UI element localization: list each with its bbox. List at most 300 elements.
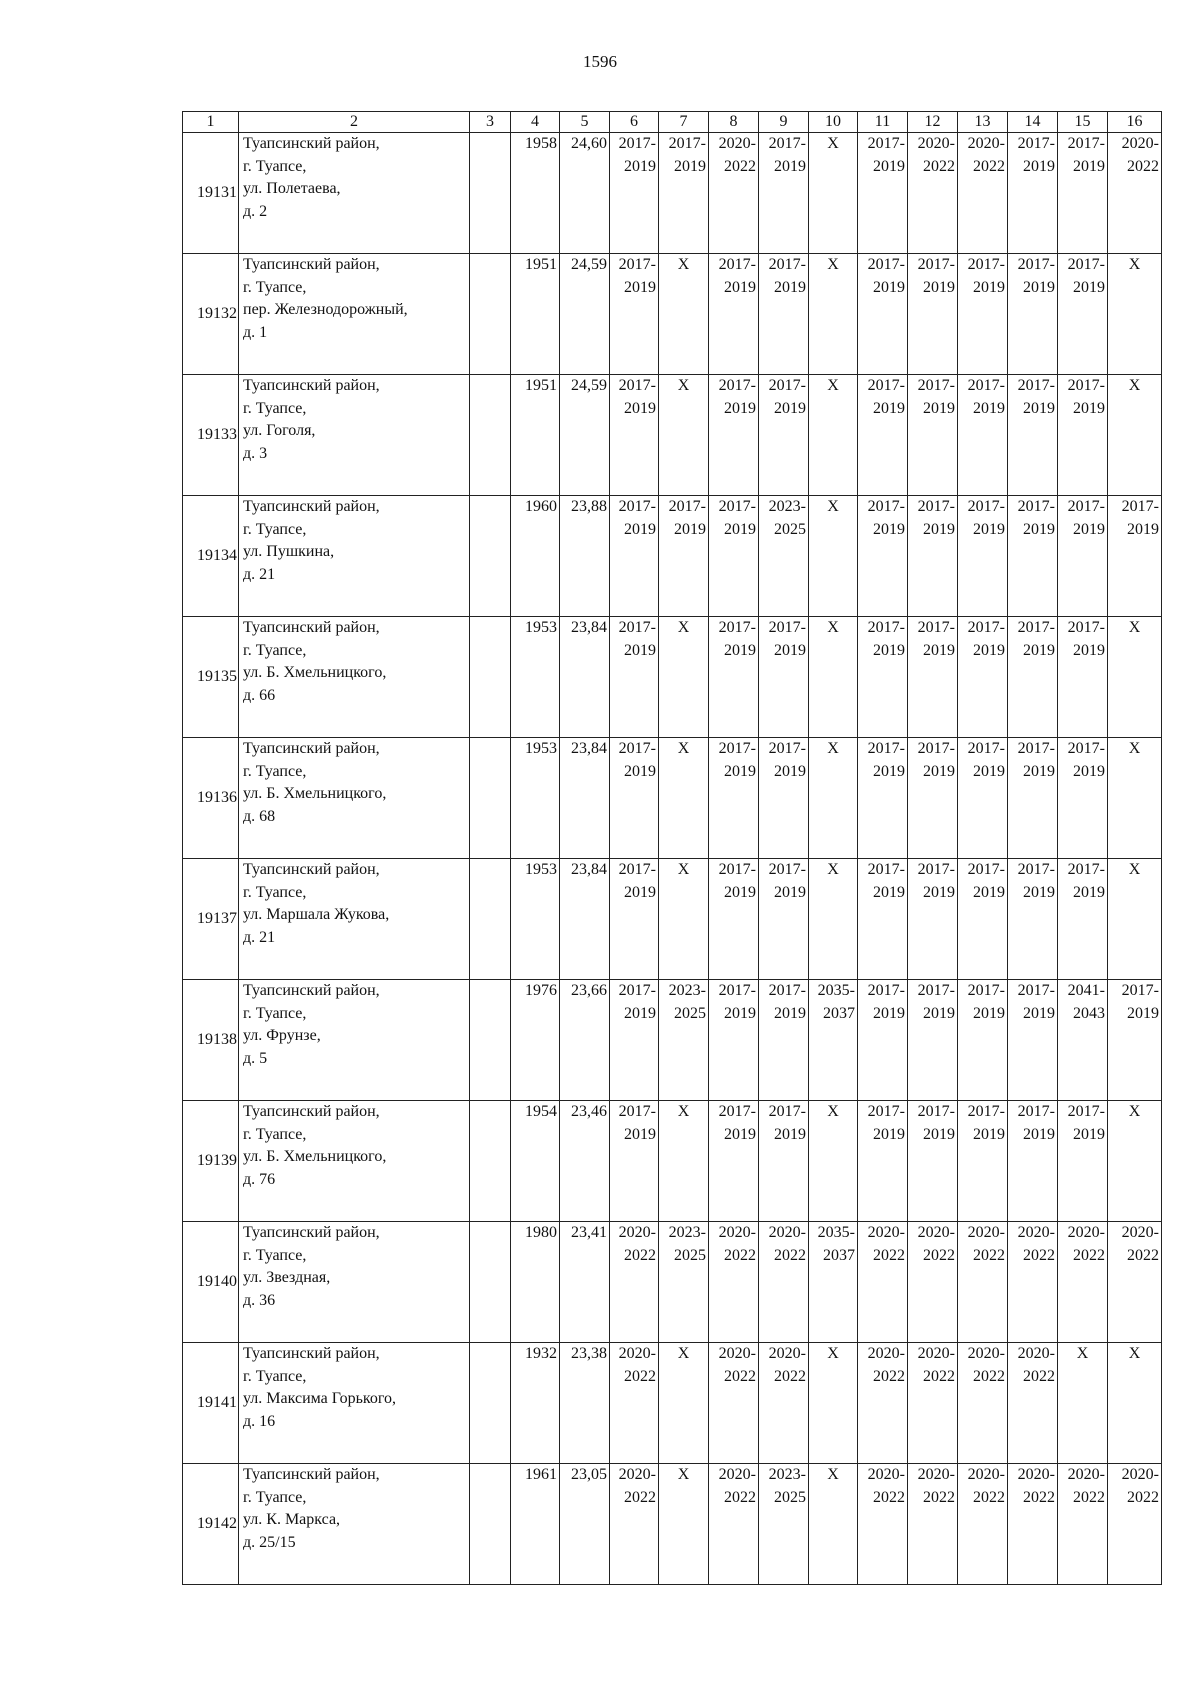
period-cell (709, 1464, 759, 1585)
period-end: 2025 (674, 1246, 706, 1264)
period-start: 2017- (768, 1103, 806, 1120)
period-start: 2017- (867, 256, 905, 273)
period-cell (1058, 859, 1108, 980)
column-3-cell (470, 617, 511, 738)
period-end: 2019 (1023, 641, 1055, 659)
period-start: 2017- (618, 377, 656, 394)
address-line: г. Туапсе, (243, 520, 307, 538)
address-line: г. Туапсе, (243, 883, 307, 901)
address-line: Туапсинский район, (243, 498, 380, 515)
period-start: 2020- (618, 1345, 656, 1362)
period-cell (908, 980, 958, 1101)
period-start: 2017- (1017, 498, 1055, 515)
period-start: 2017- (768, 740, 806, 757)
period-cell (759, 496, 809, 617)
period-end: 2022 (923, 157, 955, 175)
period-end: 2019 (674, 157, 706, 175)
period-end: 2022 (724, 1367, 756, 1385)
period-start: 2017- (1067, 135, 1105, 152)
period-end: 2022 (1127, 157, 1159, 175)
address-line: д. 76 (243, 1170, 276, 1188)
year-cell: 1980 (511, 1222, 560, 1343)
period-cell (610, 375, 659, 496)
row-number: 19137 (183, 859, 239, 980)
period-cell (858, 1222, 908, 1343)
address-line: Туапсинский район, (243, 256, 380, 273)
period-cell (1058, 133, 1108, 254)
period-end: 2043 (1073, 1004, 1105, 1022)
not-applicable-cell: X (1108, 254, 1162, 375)
value-cell: 23,84 (560, 617, 610, 738)
period-start: 2017- (1067, 256, 1105, 273)
address-line: пер. Железнодорожный, (243, 301, 408, 318)
address-line: г. Туапсе, (243, 399, 307, 417)
not-applicable-cell: X (1058, 1343, 1108, 1464)
period-end: 2019 (1023, 520, 1055, 538)
period-cell (858, 133, 908, 254)
address-cell (239, 254, 470, 375)
not-applicable-cell: X (1108, 1343, 1162, 1464)
column-number-header: 15 (1058, 112, 1108, 133)
period-start: 2020- (917, 1345, 955, 1362)
period-end: 2022 (1023, 1367, 1055, 1385)
period-cell (1008, 1464, 1058, 1585)
period-end: 2022 (1073, 1246, 1105, 1264)
period-start: 2017- (768, 861, 806, 878)
period-cell (1058, 375, 1108, 496)
period-cell (709, 1343, 759, 1464)
period-start: 2017- (1017, 740, 1055, 757)
table-row (183, 859, 1162, 980)
column-number-header: 4 (511, 112, 560, 133)
address-line: г. Туапсе, (243, 278, 307, 296)
period-start: 2023- (768, 498, 806, 515)
period-end: 2022 (774, 1367, 806, 1385)
period-start: 2017- (867, 1103, 905, 1120)
page-number: 1596 (583, 52, 617, 71)
row-number: 19131 (183, 133, 239, 254)
value-cell: 24,60 (560, 133, 610, 254)
period-cell (759, 617, 809, 738)
period-cell (709, 375, 759, 496)
address-line: Туапсинский район, (243, 1224, 380, 1241)
period-end: 2022 (1127, 1246, 1159, 1264)
address-line: г. Туапсе, (243, 641, 307, 659)
column-number-header: 13 (958, 112, 1008, 133)
period-end: 2019 (923, 1004, 955, 1022)
period-end: 2019 (724, 1004, 756, 1022)
period-end: 2019 (973, 399, 1005, 417)
period-end: 2022 (873, 1367, 905, 1385)
period-start: 2020- (768, 1345, 806, 1362)
period-end: 2022 (624, 1367, 656, 1385)
period-cell (908, 1101, 958, 1222)
address-cell (239, 1101, 470, 1222)
table-row (183, 133, 1162, 254)
period-start: 2035- (817, 982, 855, 999)
period-end: 2037 (823, 1004, 855, 1022)
period-cell (958, 1222, 1008, 1343)
period-cell (958, 617, 1008, 738)
period-start: 2017- (867, 740, 905, 757)
table-row (183, 1101, 1162, 1222)
table-row (183, 1464, 1162, 1585)
period-end: 2019 (873, 1125, 905, 1143)
period-start: 2020- (1067, 1224, 1105, 1241)
period-cell (1008, 1101, 1058, 1222)
address-line: д. 68 (243, 807, 276, 825)
not-applicable-cell: X (809, 1101, 858, 1222)
column-number-header: 3 (470, 112, 511, 133)
period-cell (1008, 496, 1058, 617)
period-start: 2017- (1017, 619, 1055, 636)
address-line: ул. Гоголя, (243, 422, 316, 439)
period-cell (709, 133, 759, 254)
period-end: 2019 (1073, 641, 1105, 659)
period-end: 2019 (624, 762, 656, 780)
period-start: 2020- (718, 1224, 756, 1241)
period-end: 2019 (973, 278, 1005, 296)
period-end: 2019 (973, 520, 1005, 538)
period-start: 2017- (867, 135, 905, 152)
period-end: 2019 (923, 520, 955, 538)
address-line: д. 16 (243, 1412, 276, 1430)
period-start: 2017- (1121, 982, 1159, 999)
period-start: 2023- (768, 1466, 806, 1483)
period-end: 2019 (724, 399, 756, 417)
table-row (183, 738, 1162, 859)
period-start: 2017- (1067, 861, 1105, 878)
address-cell (239, 1464, 470, 1585)
period-cell (1008, 1222, 1058, 1343)
period-cell (908, 133, 958, 254)
period-end: 2019 (1073, 762, 1105, 780)
address-line: д. 1 (243, 323, 268, 341)
period-start: 2017- (1017, 1103, 1055, 1120)
period-end: 2019 (1127, 1004, 1159, 1022)
value-cell: 23,38 (560, 1343, 610, 1464)
period-start: 2020- (1017, 1345, 1055, 1362)
period-cell (1108, 133, 1162, 254)
period-cell (759, 375, 809, 496)
address-line: Туапсинский район, (243, 377, 380, 394)
period-cell (1008, 617, 1058, 738)
period-end: 2019 (724, 883, 756, 901)
period-cell (958, 1464, 1008, 1585)
period-cell (610, 1222, 659, 1343)
value-cell: 23,88 (560, 496, 610, 617)
year-cell: 1953 (511, 738, 560, 859)
address-line: ул. Звездная, (243, 1269, 331, 1286)
address-line: ул. Фрунзе, (243, 1027, 321, 1044)
column-3-cell (470, 133, 511, 254)
not-applicable-cell: X (1108, 375, 1162, 496)
period-cell (908, 496, 958, 617)
period-cell (1058, 1101, 1108, 1222)
period-cell (908, 859, 958, 980)
period-cell (610, 133, 659, 254)
period-start: 2020- (917, 1224, 955, 1241)
period-cell (958, 1101, 1008, 1222)
period-start: 2020- (967, 1466, 1005, 1483)
period-cell (709, 1101, 759, 1222)
period-end: 2019 (624, 1004, 656, 1022)
period-cell (858, 738, 908, 859)
period-start: 2020- (718, 1466, 756, 1483)
period-end: 2022 (1073, 1488, 1105, 1506)
address-line: д. 2 (243, 202, 268, 220)
period-start: 2020- (718, 135, 756, 152)
period-end: 2019 (624, 157, 656, 175)
table-row (183, 980, 1162, 1101)
column-3-cell (470, 254, 511, 375)
period-end: 2022 (624, 1246, 656, 1264)
period-cell (709, 1222, 759, 1343)
period-cell (908, 254, 958, 375)
not-applicable-cell: X (659, 738, 709, 859)
period-cell (709, 617, 759, 738)
column-3-cell (470, 1222, 511, 1343)
period-cell (1058, 738, 1108, 859)
period-cell (1108, 1464, 1162, 1585)
period-end: 2019 (923, 641, 955, 659)
not-applicable-cell: X (659, 1343, 709, 1464)
period-cell (858, 1343, 908, 1464)
period-start: 2017- (718, 982, 756, 999)
period-start: 2017- (1067, 377, 1105, 394)
address-line: ул. Полетаева, (243, 180, 341, 197)
address-line: Туапсинский район, (243, 861, 380, 878)
period-start: 2017- (718, 619, 756, 636)
column-number-header: 14 (1008, 112, 1058, 133)
period-cell (908, 375, 958, 496)
address-line: Туапсинский район, (243, 1466, 380, 1483)
period-start: 2017- (917, 256, 955, 273)
period-start: 2017- (668, 498, 706, 515)
period-start: 2017- (718, 377, 756, 394)
period-start: 2017- (718, 861, 756, 878)
period-start: 2017- (768, 982, 806, 999)
period-cell (809, 980, 858, 1101)
address-cell (239, 375, 470, 496)
period-cell (1008, 859, 1058, 980)
address-line: ул. Маршала Жукова, (243, 906, 390, 923)
period-cell (958, 133, 1008, 254)
period-cell (659, 980, 709, 1101)
period-start: 2020- (768, 1224, 806, 1241)
period-end: 2022 (923, 1246, 955, 1264)
period-end: 2019 (873, 278, 905, 296)
period-start: 2017- (967, 740, 1005, 757)
year-cell: 1960 (511, 496, 560, 617)
period-start: 2020- (618, 1224, 656, 1241)
period-start: 2017- (1017, 982, 1055, 999)
not-applicable-cell: X (1108, 859, 1162, 980)
period-start: 2017- (917, 740, 955, 757)
period-cell (1058, 254, 1108, 375)
table-row (183, 496, 1162, 617)
period-start: 2017- (917, 1103, 955, 1120)
not-applicable-cell: X (659, 617, 709, 738)
period-end: 2019 (1023, 762, 1055, 780)
period-cell (759, 1464, 809, 1585)
period-end: 2019 (923, 883, 955, 901)
period-end: 2019 (973, 883, 1005, 901)
period-cell (958, 496, 1008, 617)
period-end: 2019 (774, 157, 806, 175)
period-end: 2019 (624, 1125, 656, 1143)
period-start: 2020- (1067, 1466, 1105, 1483)
address-cell (239, 617, 470, 738)
not-applicable-cell: X (1108, 738, 1162, 859)
not-applicable-cell: X (809, 496, 858, 617)
period-start: 2017- (1067, 1103, 1105, 1120)
period-end: 2019 (873, 762, 905, 780)
period-end: 2019 (923, 278, 955, 296)
period-start: 2017- (1017, 256, 1055, 273)
period-end: 2025 (674, 1004, 706, 1022)
period-cell (759, 1343, 809, 1464)
period-start: 2020- (967, 1345, 1005, 1362)
column-3-cell (470, 1101, 511, 1222)
period-start: 2017- (618, 861, 656, 878)
address-line: д. 21 (243, 928, 276, 946)
period-end: 2022 (774, 1246, 806, 1264)
not-applicable-cell: X (809, 1343, 858, 1464)
period-start: 2017- (867, 377, 905, 394)
period-end: 2022 (973, 1246, 1005, 1264)
column-number-header: 16 (1108, 112, 1162, 133)
address-line: д. 36 (243, 1291, 276, 1309)
period-end: 2022 (923, 1488, 955, 1506)
address-line: ул. Б. Хмельницкого, (243, 1148, 387, 1165)
period-cell (1008, 980, 1058, 1101)
period-end: 2019 (724, 641, 756, 659)
period-cell (709, 738, 759, 859)
period-start: 2017- (967, 1103, 1005, 1120)
period-end: 2019 (873, 1004, 905, 1022)
value-cell: 23,84 (560, 738, 610, 859)
period-end: 2037 (823, 1246, 855, 1264)
not-applicable-cell: X (659, 375, 709, 496)
year-cell: 1953 (511, 617, 560, 738)
period-cell (759, 738, 809, 859)
period-cell (659, 496, 709, 617)
period-cell (858, 617, 908, 738)
value-cell: 23,46 (560, 1101, 610, 1222)
value-cell: 24,59 (560, 375, 610, 496)
period-cell (858, 496, 908, 617)
address-line: д. 3 (243, 444, 268, 462)
not-applicable-cell: X (1108, 617, 1162, 738)
period-end: 2019 (624, 883, 656, 901)
period-cell (1008, 254, 1058, 375)
period-end: 2019 (1073, 157, 1105, 175)
column-3-cell (470, 738, 511, 859)
period-start: 2017- (917, 498, 955, 515)
period-end: 2025 (774, 1488, 806, 1506)
period-cell (610, 1101, 659, 1222)
table-row (183, 617, 1162, 738)
table-row (183, 375, 1162, 496)
address-line: ул. К. Маркса, (243, 1511, 341, 1528)
not-applicable-cell: X (809, 738, 858, 859)
address-line: г. Туапсе, (243, 1367, 307, 1385)
year-cell: 1951 (511, 254, 560, 375)
period-end: 2019 (624, 399, 656, 417)
address-line: ул. Б. Хмельницкого, (243, 785, 387, 802)
period-end: 2019 (624, 641, 656, 659)
address-line: Туапсинский район, (243, 619, 380, 636)
address-cell (239, 859, 470, 980)
address-line: г. Туапсе, (243, 1125, 307, 1143)
period-start: 2017- (618, 982, 656, 999)
period-start: 2017- (917, 377, 955, 394)
period-cell (709, 496, 759, 617)
address-line: г. Туапсе, (243, 762, 307, 780)
address-line: Туапсинский район, (243, 740, 380, 757)
value-cell: 23,05 (560, 1464, 610, 1585)
period-cell (1008, 738, 1058, 859)
year-cell: 1954 (511, 1101, 560, 1222)
period-end: 2019 (774, 762, 806, 780)
period-start: 2023- (668, 982, 706, 999)
not-applicable-cell: X (809, 254, 858, 375)
column-3-cell (470, 1343, 511, 1464)
not-applicable-cell: X (1108, 1101, 1162, 1222)
period-cell (858, 1101, 908, 1222)
period-cell (1108, 496, 1162, 617)
address-cell (239, 738, 470, 859)
period-start: 2017- (768, 619, 806, 636)
period-end: 2019 (973, 1004, 1005, 1022)
period-start: 2020- (967, 135, 1005, 152)
address-line: Туапсинский район, (243, 1103, 380, 1120)
address-line: ул. Б. Хмельницкого, (243, 664, 387, 681)
period-cell (610, 859, 659, 980)
period-cell (1058, 1222, 1108, 1343)
column-number-header: 7 (659, 112, 709, 133)
period-end: 2019 (1073, 520, 1105, 538)
value-cell: 23,66 (560, 980, 610, 1101)
column-number-header: 1 (183, 112, 239, 133)
not-applicable-cell: X (809, 1464, 858, 1585)
period-end: 2022 (624, 1488, 656, 1506)
period-end: 2019 (1073, 399, 1105, 417)
period-cell (908, 738, 958, 859)
value-cell: 24,59 (560, 254, 610, 375)
period-start: 2017- (618, 135, 656, 152)
period-end: 2019 (774, 641, 806, 659)
period-start: 2017- (1017, 377, 1055, 394)
period-start: 2017- (1121, 498, 1159, 515)
not-applicable-cell: X (809, 375, 858, 496)
period-cell (709, 254, 759, 375)
period-cell (809, 1222, 858, 1343)
address-line: ул. Пушкина, (243, 543, 335, 560)
period-start: 2020- (1121, 135, 1159, 152)
period-cell (759, 1222, 809, 1343)
table-row (183, 1343, 1162, 1464)
period-start: 2017- (718, 740, 756, 757)
period-end: 2019 (774, 1125, 806, 1143)
period-end: 2019 (1023, 883, 1055, 901)
year-cell: 1953 (511, 859, 560, 980)
address-line: г. Туапсе, (243, 1004, 307, 1022)
period-cell (759, 254, 809, 375)
period-cell (709, 980, 759, 1101)
period-end: 2019 (873, 883, 905, 901)
